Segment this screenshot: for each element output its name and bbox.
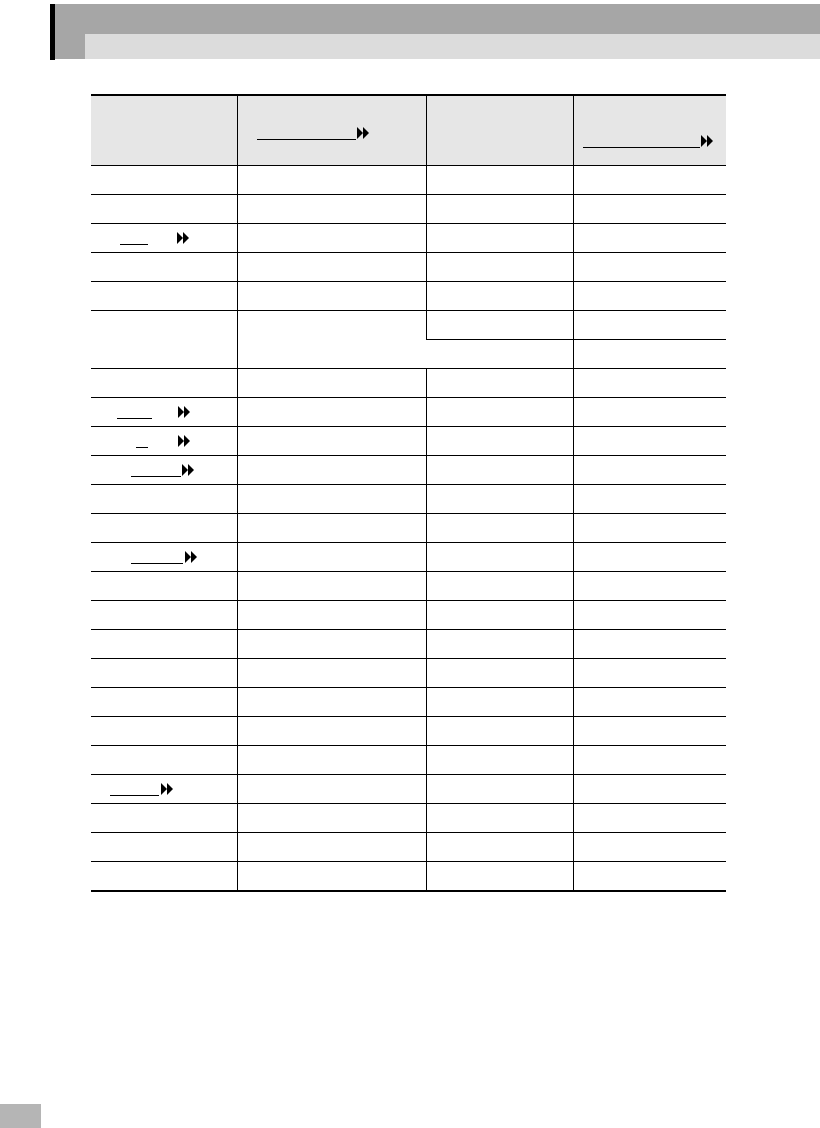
cross-reference-link[interactable] xyxy=(117,405,189,419)
table-cell xyxy=(237,775,426,804)
table-cell xyxy=(91,543,237,572)
header-subbar-left xyxy=(55,34,85,59)
table-cell xyxy=(91,427,237,456)
table-cell xyxy=(573,688,726,717)
table-cell xyxy=(91,746,237,775)
table-cell xyxy=(426,862,573,892)
table-cell xyxy=(426,659,573,688)
table-cell xyxy=(237,630,426,659)
table-cell xyxy=(91,369,237,398)
table-cell xyxy=(573,630,726,659)
table-row xyxy=(91,369,726,398)
table-cell xyxy=(426,224,573,253)
table-cell xyxy=(237,804,426,833)
table-cell xyxy=(573,572,726,601)
table-row xyxy=(91,456,726,485)
table-cell xyxy=(426,804,573,833)
table-cell xyxy=(573,746,726,775)
table-cell xyxy=(573,253,726,282)
table-cell xyxy=(91,224,237,253)
table-cell xyxy=(426,833,573,862)
table-row xyxy=(91,253,726,282)
table-row xyxy=(91,630,726,659)
table-cell xyxy=(91,717,237,746)
cross-reference-link[interactable] xyxy=(583,134,718,148)
table-cell xyxy=(573,195,726,224)
table-cell xyxy=(237,833,426,862)
table-cell xyxy=(573,340,726,369)
table-cell xyxy=(573,862,726,892)
table-cell xyxy=(573,224,726,253)
table-cell xyxy=(426,601,573,630)
table-row xyxy=(91,717,726,746)
table-cell xyxy=(426,514,573,543)
table-cell xyxy=(426,485,573,514)
table-cell xyxy=(426,427,573,456)
header-bar xyxy=(52,4,820,34)
table-cell xyxy=(573,775,726,804)
table-cell xyxy=(573,398,726,427)
table-cell xyxy=(573,659,726,688)
table-row xyxy=(91,688,726,717)
table-row xyxy=(91,427,726,456)
table-cell xyxy=(573,311,726,340)
table-cell xyxy=(237,456,426,485)
table-cell xyxy=(573,485,726,514)
table-cell xyxy=(237,572,426,601)
table-row xyxy=(91,166,726,195)
double-arrow-right-icon xyxy=(363,127,369,139)
table-row xyxy=(91,659,726,688)
table-cell xyxy=(91,862,237,892)
table-cell xyxy=(426,253,573,282)
double-arrow-right-icon xyxy=(184,435,190,447)
table-cell xyxy=(237,427,426,456)
table-cell xyxy=(237,601,426,630)
table-row xyxy=(91,485,726,514)
cross-reference-link[interactable] xyxy=(257,126,372,140)
table-row xyxy=(91,282,726,311)
table-cell xyxy=(237,311,426,369)
table-cell xyxy=(573,601,726,630)
table-cell xyxy=(91,833,237,862)
table-cell xyxy=(573,543,726,572)
table-cell xyxy=(426,282,573,311)
table-cell xyxy=(573,456,726,485)
table-cell xyxy=(237,746,426,775)
table-row xyxy=(91,398,726,427)
table-cell xyxy=(426,775,573,804)
table-cell xyxy=(426,746,573,775)
double-arrow-right-icon xyxy=(183,232,189,244)
table-cell xyxy=(573,717,726,746)
table-cell xyxy=(426,572,573,601)
table-cell xyxy=(91,804,237,833)
table-row xyxy=(91,224,726,253)
table-cell xyxy=(573,804,726,833)
table-cell xyxy=(237,282,426,311)
cross-reference-link[interactable] xyxy=(136,434,190,448)
table-row xyxy=(91,804,726,833)
table-cell xyxy=(91,166,237,195)
table-cell xyxy=(91,282,237,311)
table-cell xyxy=(426,340,573,369)
table-header-cell xyxy=(426,95,573,166)
page-number-tab xyxy=(0,1104,41,1128)
table-cell xyxy=(573,833,726,862)
table-cell xyxy=(91,456,237,485)
table-cell xyxy=(91,398,237,427)
table-cell xyxy=(91,630,237,659)
table-cell xyxy=(237,514,426,543)
double-arrow-right-icon xyxy=(167,783,173,795)
table-cell xyxy=(91,485,237,514)
table-cell xyxy=(237,398,426,427)
table-cell xyxy=(91,195,237,224)
table-header-cell xyxy=(237,95,426,166)
table-cell xyxy=(426,717,573,746)
table-row xyxy=(91,601,726,630)
table-cell xyxy=(237,688,426,717)
table-cell xyxy=(573,514,726,543)
table-cell xyxy=(573,166,726,195)
table-cell xyxy=(91,688,237,717)
double-arrow-right-icon xyxy=(184,406,190,418)
table-cell xyxy=(426,311,573,340)
table-cell xyxy=(237,195,426,224)
table-cell xyxy=(237,717,426,746)
cross-reference-link[interactable] xyxy=(110,782,172,796)
table-row xyxy=(91,775,726,804)
double-arrow-right-icon xyxy=(188,464,194,476)
table-cell xyxy=(91,253,237,282)
cross-reference-link[interactable] xyxy=(131,550,191,564)
table-row xyxy=(91,746,726,775)
table-cell xyxy=(91,572,237,601)
header-subbar xyxy=(85,34,820,59)
table-row xyxy=(91,543,726,572)
cross-reference-link[interactable] xyxy=(120,231,178,245)
table-cell xyxy=(426,456,573,485)
spec-table xyxy=(91,94,726,892)
table-cell xyxy=(237,253,426,282)
table-row xyxy=(91,514,726,543)
double-arrow-right-icon xyxy=(191,551,197,563)
table-cell xyxy=(573,282,726,311)
table-cell xyxy=(237,485,426,514)
table-cell xyxy=(91,601,237,630)
table-cell xyxy=(426,369,573,398)
cross-reference-link[interactable] xyxy=(131,463,189,477)
table-row xyxy=(91,833,726,862)
table-cell xyxy=(237,543,426,572)
table-cell xyxy=(91,659,237,688)
table-cell xyxy=(573,369,726,398)
table-cell xyxy=(573,427,726,456)
table-row xyxy=(91,572,726,601)
table-header-cell xyxy=(573,95,726,166)
table-cell xyxy=(237,224,426,253)
table-cell xyxy=(237,862,426,892)
table-cell xyxy=(426,543,573,572)
table-row xyxy=(91,311,726,340)
table-row xyxy=(91,862,726,892)
table-cell xyxy=(237,166,426,195)
table-header-row xyxy=(91,95,726,166)
table-cell xyxy=(91,514,237,543)
table-cell xyxy=(91,311,237,369)
table-cell xyxy=(237,369,426,398)
table-cell xyxy=(426,630,573,659)
table-cell xyxy=(426,398,573,427)
table-cell xyxy=(426,195,573,224)
table-cell xyxy=(237,659,426,688)
double-arrow-right-icon xyxy=(707,135,713,147)
table-cell xyxy=(426,688,573,717)
table-cell xyxy=(91,775,237,804)
table-row xyxy=(91,195,726,224)
table-header-cell xyxy=(91,95,237,166)
table-cell xyxy=(426,166,573,195)
